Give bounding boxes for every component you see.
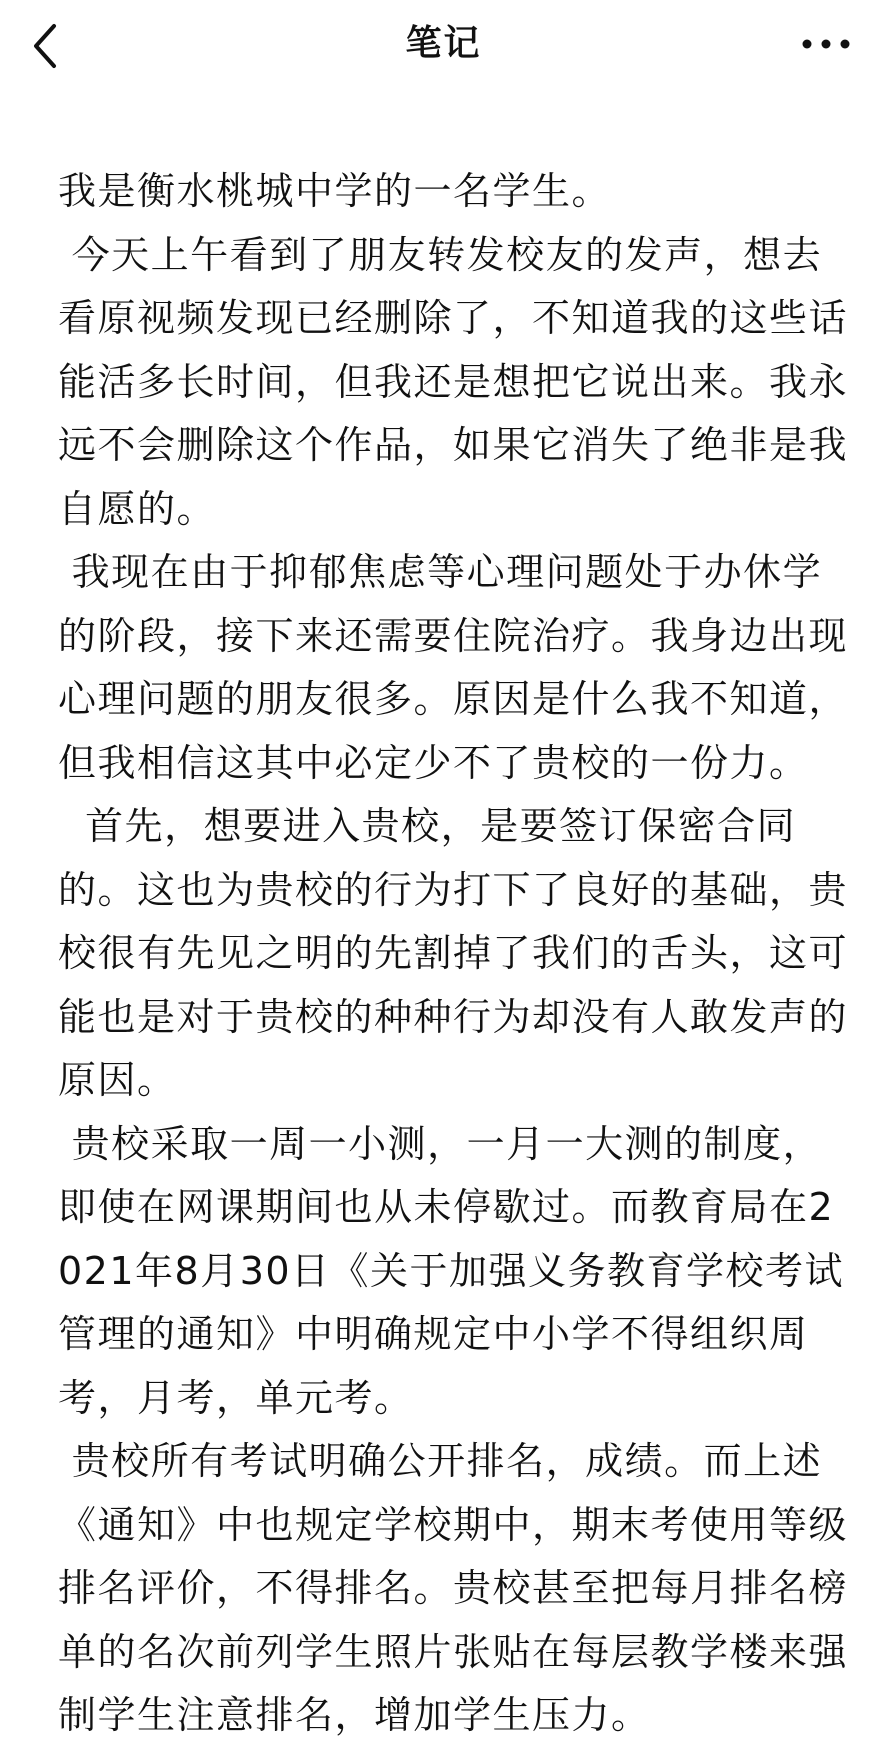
note-paragraph-6: 贵校所有考试明确公开排名，成绩。而上述《通知》中也规定学校期中，期末考使用等级排名评价，不得排名。贵校甚至把每月排名榜单的名次前列学生照片张贴在每层教学楼来强制学生注意排名，增加学生压力。 [58,1439,849,1737]
note-paragraph-3: 我现在由于抑郁焦虑等心理问题处于办休学的阶段，接下来还需要住院治疗。我身边出现心理问题的朋友很多。原因是什么我不知道，但我相信这其中必定少不了贵校的一份力。 [58,550,849,785]
note-paragraph-4: 首先，想要进入贵校，是要签订保密合同的。这也为贵校的行为打下了良好的基础，贵校很有先见之明的先割掉了我们的舌头，这可能也是对于贵校的种种行为却没有人敢发声的原因。 [58,804,849,1102]
note-paragraph-2: 今天上午看到了朋友转发校友的发声，想去看原视频发现已经删除了，不知道我的这些话能活多长时间，但我还是想把它说出来。我永远不会删除这个作品，如果它消失了绝非是我自愿的。 [58,232,849,531]
more-button[interactable] [799,24,853,64]
page-title: 笔记 [405,23,482,64]
note-content [58,160,858,1748]
note-paragraph-5: 贵校采取一周一小测，一月一大测的制度，即使在网课期间也从未停歇过。而教育局在2021年8月30日《关于加强义务教育学校考试管理的通知》中明确规定中小学不得组织周考，月考，单元考。 [58,1121,845,1420]
nav-bar [0,0,887,96]
more-horizontal-icon [799,24,853,64]
note-paragraph-1: 我是衡水桃城中学的一名学生。 [58,169,612,213]
